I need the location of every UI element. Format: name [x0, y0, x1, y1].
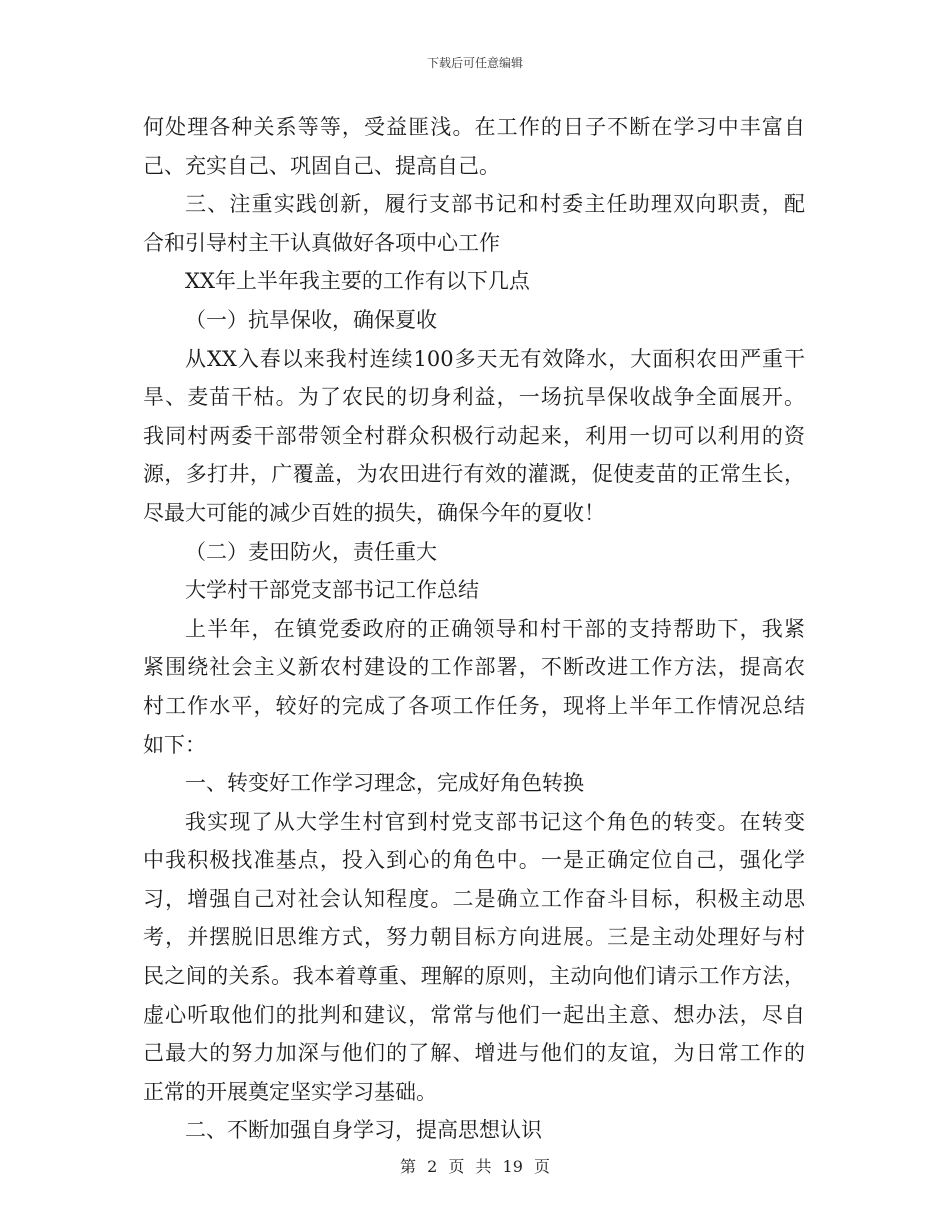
- text-line: 三、注重实践创新，履行支部书记和村委主任助理双向职责，配: [185, 192, 805, 217]
- text-line: 正常的开展奠定坚实学习基础。: [143, 1079, 437, 1104]
- text-line: 尽最大可能的减少百姓的损失，确保今年的夏收！: [143, 500, 605, 525]
- text-line: XX年上半年我主要的工作有以下几点: [185, 269, 530, 294]
- text-line: 我同村两委干部带领全村群众积极行动起来，利用一切可以利用的资: [143, 423, 805, 448]
- text-line: 中我积极找准基点，投入到心的角色中。一是正确定位自己，强化学: [143, 848, 805, 873]
- text-line: 己、充实自己、巩固自己、提高自己。: [143, 153, 500, 178]
- text-line: 我实现了从大学生村官到村党支部书记这个角色的转变。在转变: [185, 809, 805, 834]
- text-line: 一、转变好工作学习理念，完成好角色转换: [185, 771, 584, 796]
- text-line: 上半年，在镇党委政府的正确领导和村干部的支持帮助下，我紧: [185, 616, 805, 641]
- page-header: 下载后可任意编辑: [426, 56, 523, 70]
- text-line: 何处理各种关系等等，受益匪浅。在工作的日子不断在学习中丰富自: [143, 115, 805, 139]
- text-line: 如下：: [143, 732, 206, 757]
- document-body: [143, 108, 805, 1150]
- text-line: 考，并摆脱旧思维方式，努力朝目标方向进展。三是主动处理好与村: [143, 925, 805, 950]
- text-line: 从XX入春以来我村连续100多天无有效降水，大面积农田严重干: [185, 346, 805, 371]
- text-line: 虚心听取他们的批判和建议，常常与他们一起出主意、想办法，尽自: [143, 1002, 805, 1027]
- page-footer: 第 2 页 共 19 页: [400, 1157, 550, 1176]
- text-line: 源，多打井，广覆盖，为农田进行有效的灌溉，促使麦苗的正常生长，: [143, 462, 805, 487]
- text-line: 大学村干部党支部书记工作总结: [185, 578, 479, 603]
- text-line: 二、不断加强自身学习，提高思想认识: [185, 1118, 542, 1143]
- text-line: 民之间的关系。我本着尊重、理解的原则，主动向他们请示工作方法，: [143, 964, 805, 989]
- text-line: 合和引导村主干认真做好各项中心工作: [143, 230, 500, 255]
- text-line: 旱、麦苗干枯。为了农民的切身利益，一场抗旱保收战争全面展开。: [143, 385, 805, 410]
- text-line: 紧围绕社会主义新农村建设的工作部署，不断改进工作方法，提高农: [143, 655, 805, 680]
- text-line: （二）麦田防火，责任重大: [185, 539, 437, 564]
- text-line: 习，增强自己对社会认知程度。二是确立工作奋斗目标，积极主动思: [143, 886, 805, 911]
- text-line: （一）抗旱保收，确保夏收: [185, 307, 437, 332]
- text-line: 村工作水平，较好的完成了各项工作任务，现将上半年工作情况总结: [143, 693, 805, 718]
- text-line: 己最大的努力加深与他们的了解、增进与他们的友谊，为日常工作的: [143, 1041, 805, 1066]
